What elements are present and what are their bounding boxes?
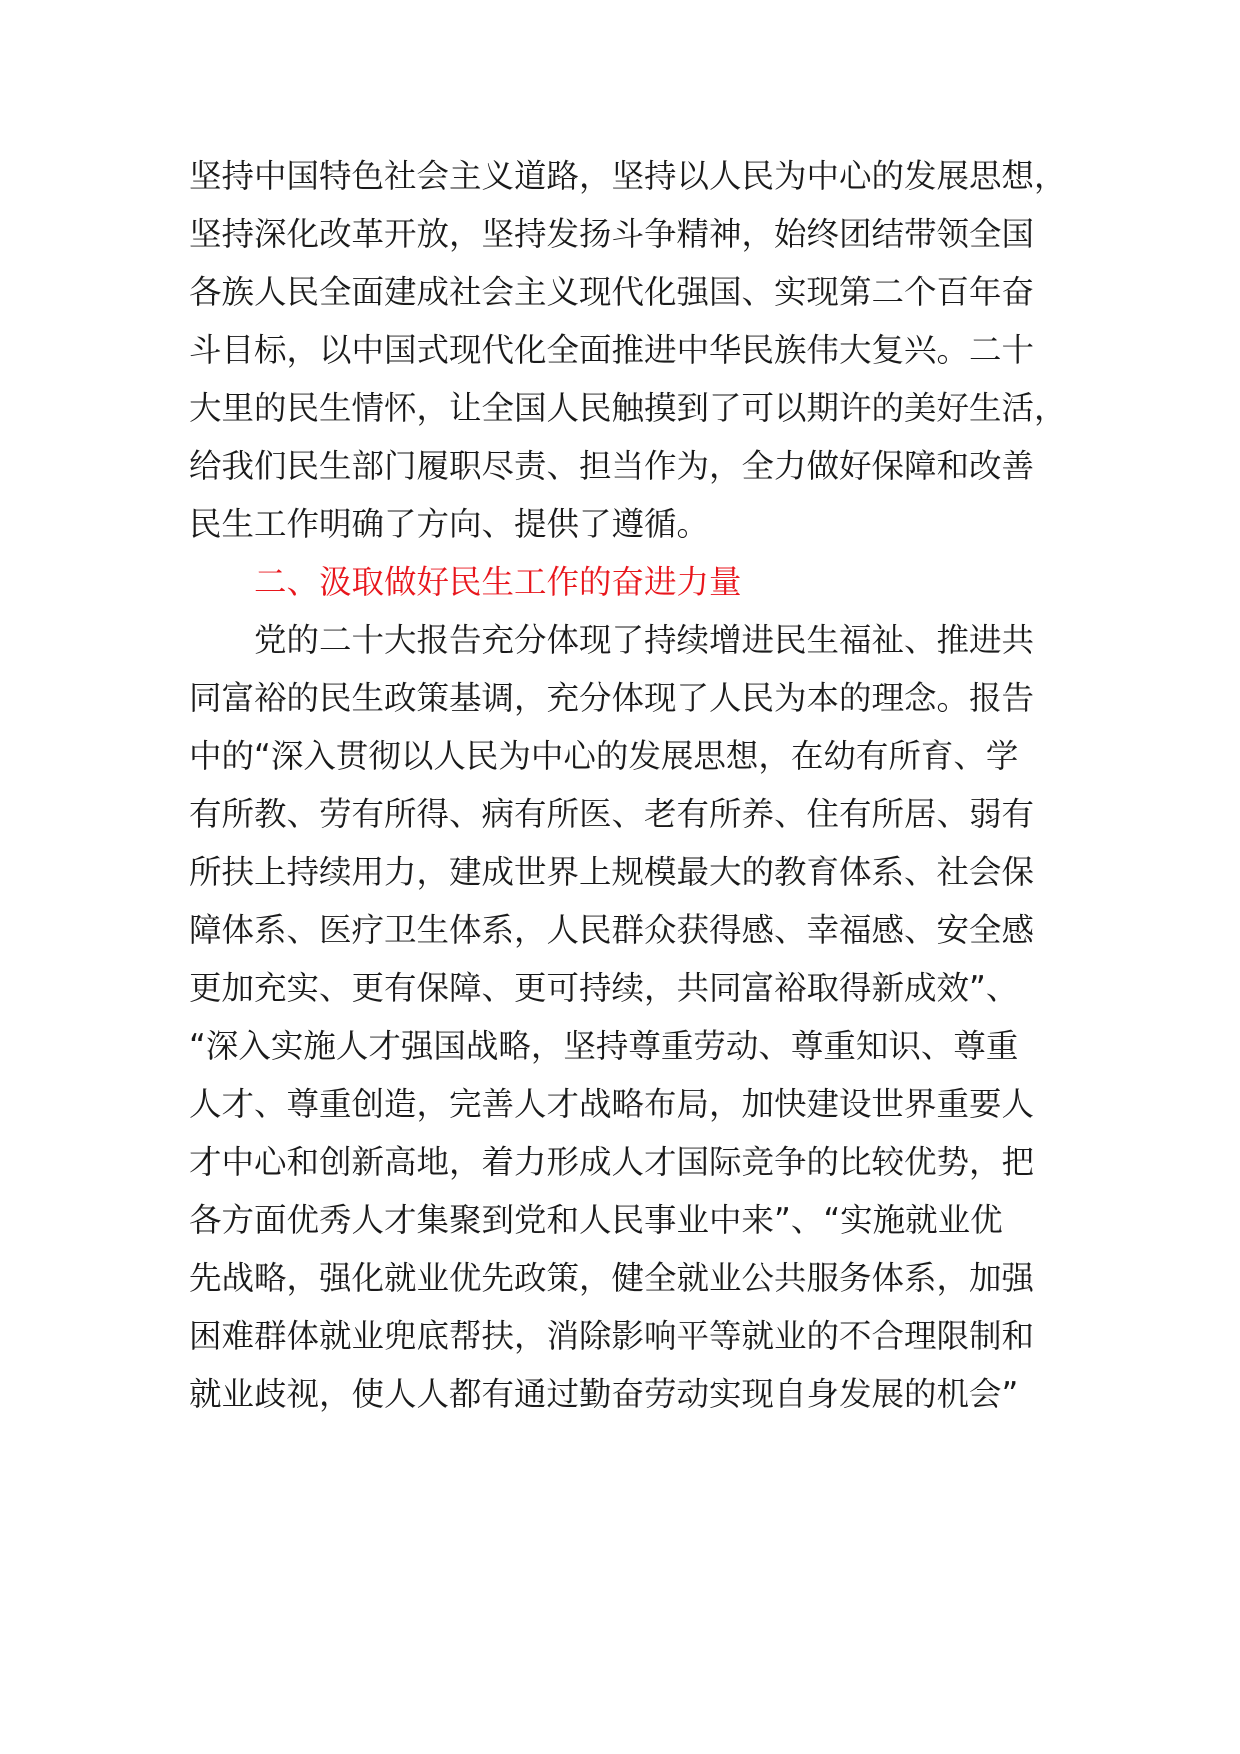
paragraph-line: “深入实施人才强国战略，坚持尊重劳动、尊重知识、尊重 [189,1027,1019,1065]
paragraph-line: 才中心和创新高地，着力形成人才国际竞争的比较优势，把 [189,1143,1035,1181]
paragraph-line: 给我们民生部门履职尽责、担当作为，全力做好保障和改善 [189,447,1035,485]
paragraph-line: 大里的民生情怀，让全国人民触摸到了可以期许的美好生活， [189,389,1067,427]
paragraph-line: 各族人民全面建成社会主义现代化强国、实现第二个百年奋 [189,273,1035,311]
paragraph-line: 党的二十大报告充分体现了持续增进民生福祉、推进共 [254,621,1035,659]
paragraph-line: 坚持深化改革开放，坚持发扬斗争精神，始终团结带领全国 [189,215,1035,253]
paragraph-line: 所扶上持续用力，建成世界上规模最大的教育体系、社会保 [189,853,1035,891]
section-heading: 二、汲取做好民生工作的奋进力量 [254,563,742,601]
paragraph-line: 更加充实、更有保障、更可持续，共同富裕取得新成效”、 [189,969,1019,1007]
paragraph-line: 人才、尊重创造，完善人才战略布局，加快建设世界重要人 [189,1085,1035,1123]
paragraph-line: 先战略，强化就业优先政策，健全就业公共服务体系，加强 [189,1259,1035,1297]
paragraph-line: 民生工作明确了方向、提供了遵循。 [189,505,710,543]
paragraph-line: 有所教、劳有所得、病有所医、老有所养、住有所居、弱有 [189,795,1035,833]
paragraph-line: 各方面优秀人才集聚到党和人民事业中来”、“实施就业优 [189,1201,1003,1239]
paragraph-line: 斗目标，以中国式现代化全面推进中华民族伟大复兴。二十 [189,331,1035,369]
paragraph-line: 中的“深入贯彻以人民为中心的发展思想，在幼有所育、学 [189,737,1019,775]
paragraph-line: 坚持中国特色社会主义道路，坚持以人民为中心的发展思想， [189,157,1067,195]
paragraph-line: 同富裕的民生政策基调，充分体现了人民为本的理念。报告 [189,679,1035,717]
paragraph-line: 就业歧视，使人人都有通过勤奋劳动实现自身发展的机会” [189,1375,1019,1413]
paragraph-line: 困难群体就业兜底帮扶，消除影响平等就业的不合理限制和 [189,1317,1035,1355]
paragraph-line: 障体系、医疗卫生体系，人民群众获得感、幸福感、安全感 [189,911,1035,949]
